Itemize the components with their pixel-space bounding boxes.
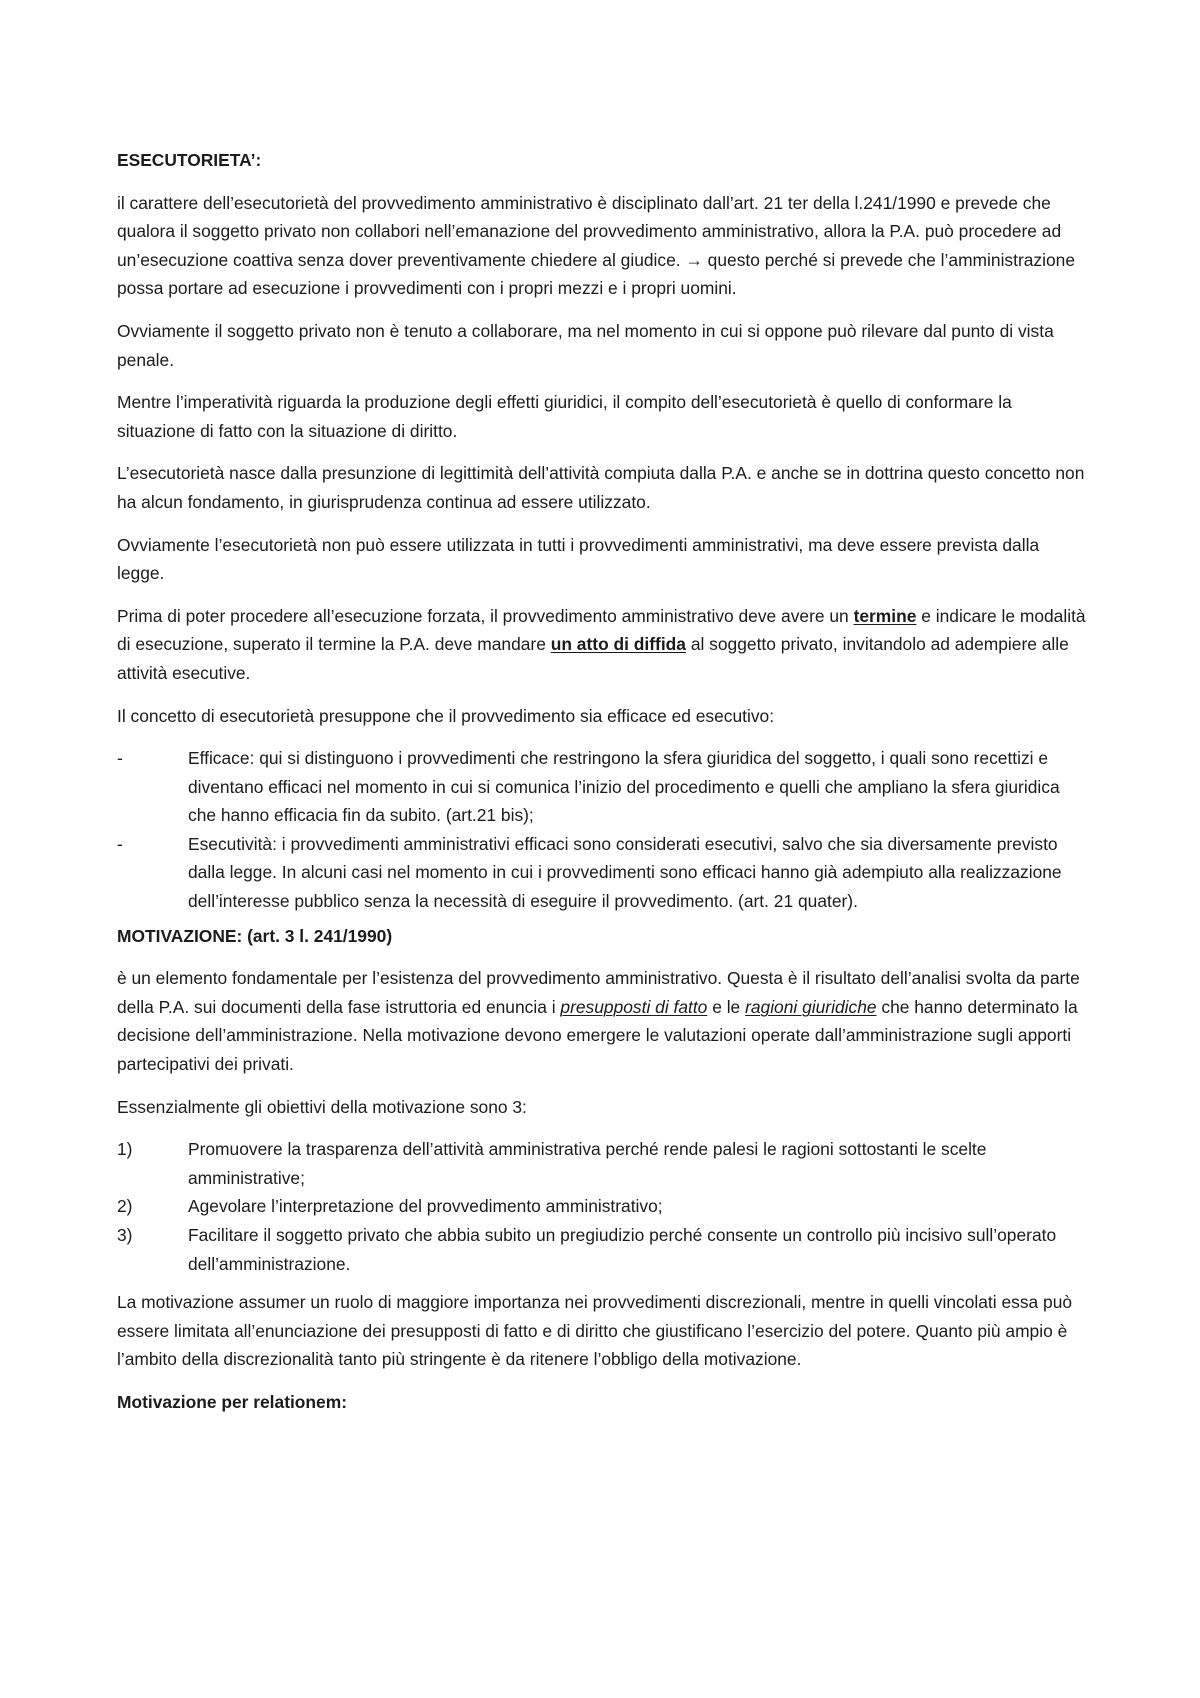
paragraph: La motivazione assumer un ruolo di maggiore importanza nei provvedimenti discrezionali, mentre in quelli vincolati essa può essere limitata all’enunciazione dei presupposti di fatto e di diritto che giustificano l’esercizio del potere. Quanto più ampio è l’ambito della discrezionalità tanto più stringente è da ritenere l’obbligo della motivazione. [117, 1292, 1073, 1370]
list-marker: - [117, 748, 123, 769]
list-item: 3) Facilitare il soggetto privato che abbia subito un pregiudizio perché consente un controllo più incisivo sull’operato dell’amministrazione. [117, 1221, 1090, 1278]
paragraph: Il concetto di esecutorietà presuppone che il provvedimento sia efficace ed esecutivo: [117, 705, 775, 726]
section-title-motivazione: MOTIVAZIONE: (art. 3 l. 241/1990) [117, 925, 393, 946]
list-item: - Esecutività: i provvedimenti amministrativi efficaci sono considerati esecutivi, salvo che sia diversamente previsto dalla legge. In alcuni casi nel momento in cui i provvedimenti sono efficaci hanno già adempiuto alla realizzazione dell’interesse pubblico senza la necessità di eseguire il provvedimento. (art. 21 quater). [117, 830, 1090, 916]
paragraph: Mentre l’imperatività riguarda la produzione degli effetti giuridici, il compito dell’esecutorietà è quello di conformare la situazione di fatto con la situazione di diritto. [117, 392, 1012, 441]
list-item: 1) Promuovere la trasparenza dell’attività amministrativa perché rende palesi le ragioni sottostanti le scelte amministrative; [117, 1135, 1090, 1192]
numbered-list [117, 1135, 1090, 1278]
underlined-term: un atto di diffida [550, 634, 686, 655]
paragraph: Ovviamente l’esecutorietà non può essere utilizzata in tutti i provvedimenti amministrativi, ma deve essere prevista dalla legge. [117, 534, 1040, 584]
list-marker: 1) [117, 1139, 133, 1160]
emphasized-term: presupposti di fatto [560, 996, 708, 1017]
paragraph: Prima di poter procedere all’esecuzione forzata, il provvedimento amministrativo deve avere un termine e indicare le modalità di esecuzione, superato il termine la P.A. deve mandare un atto di diffida al soggetto privato, invitandolo ad adempiere alle attività esecutive. [117, 605, 1086, 683]
list-item: 2) Agevolare l’interpretazione del provvedimento amministrativo; [117, 1192, 1090, 1221]
list-marker: 2) [117, 1196, 133, 1217]
bullet-list [117, 744, 1090, 916]
list-marker: 3) [117, 1225, 133, 1245]
underlined-term: termine [853, 605, 917, 626]
paragraph: Ovviamente il soggetto privato non è tenuto a collaborare, ma nel momento in cui si oppone può rilevare dal punto di vista penale. [117, 320, 1054, 370]
paragraph: Essenzialmente gli obiettivi della motivazione sono 3: [117, 1096, 527, 1117]
paragraph: è un elemento fondamentale per l’esistenza del provvedimento amministrativo. Questa è il risultato dell’analisi svolta da parte della P.A. sui documenti della fase istruttoria ed enuncia i presupposti di fatto e le ragioni giuridiche che hanno determinato la decisione dell’amministrazione. Nella motivazione devono emergere le valutazioni operate dall’amministrazione sugli apporti partecipativi dei privati. [117, 968, 1080, 1075]
list-item: - Efficace: qui si distinguono i provvedimenti che restringono la sfera giuridica del soggetto, i quali sono recettizi e diventano efficaci nel momento in cui si comunica l’inizio del procedimento e quelli che ampliano la sfera giuridica che hanno efficacia fin da subito. (art.21 bis); [117, 744, 1090, 830]
right-arrow-icon: → [685, 249, 703, 270]
subsection-title-relationem: Motivazione per relationem: [117, 1391, 347, 1412]
paragraph: il carattere dell’esecutorietà del provvedimento amministrativo è disciplinato dall’art. 21 ter della l.241/1990 e prevede che qualora il soggetto privato non collabori nell’emanazione del provvedimento amministrativo, allora la P.A. può procedere ad un’esecuzione coattiva senza dover preventivamente chiedere al giudice. → questo perché si prevede che l’amministrazione possa portare ad esecuzione i provvedimenti con i propri mezzi e i propri uomini. [117, 192, 1076, 299]
section-title-esecutorieta: ESECUTORIETA’: [117, 150, 262, 170]
paragraph: L’esecutorietà nasce dalla presunzione di legittimità dell’attività compiuta dalla P.A. e anche se in dottrina questo concetto non ha alcun fondamento, in giurisprudenza continua ad essere utilizzato. [117, 463, 1085, 512]
emphasized-term: ragioni giuridiche [745, 996, 877, 1017]
list-marker: - [117, 833, 123, 854]
